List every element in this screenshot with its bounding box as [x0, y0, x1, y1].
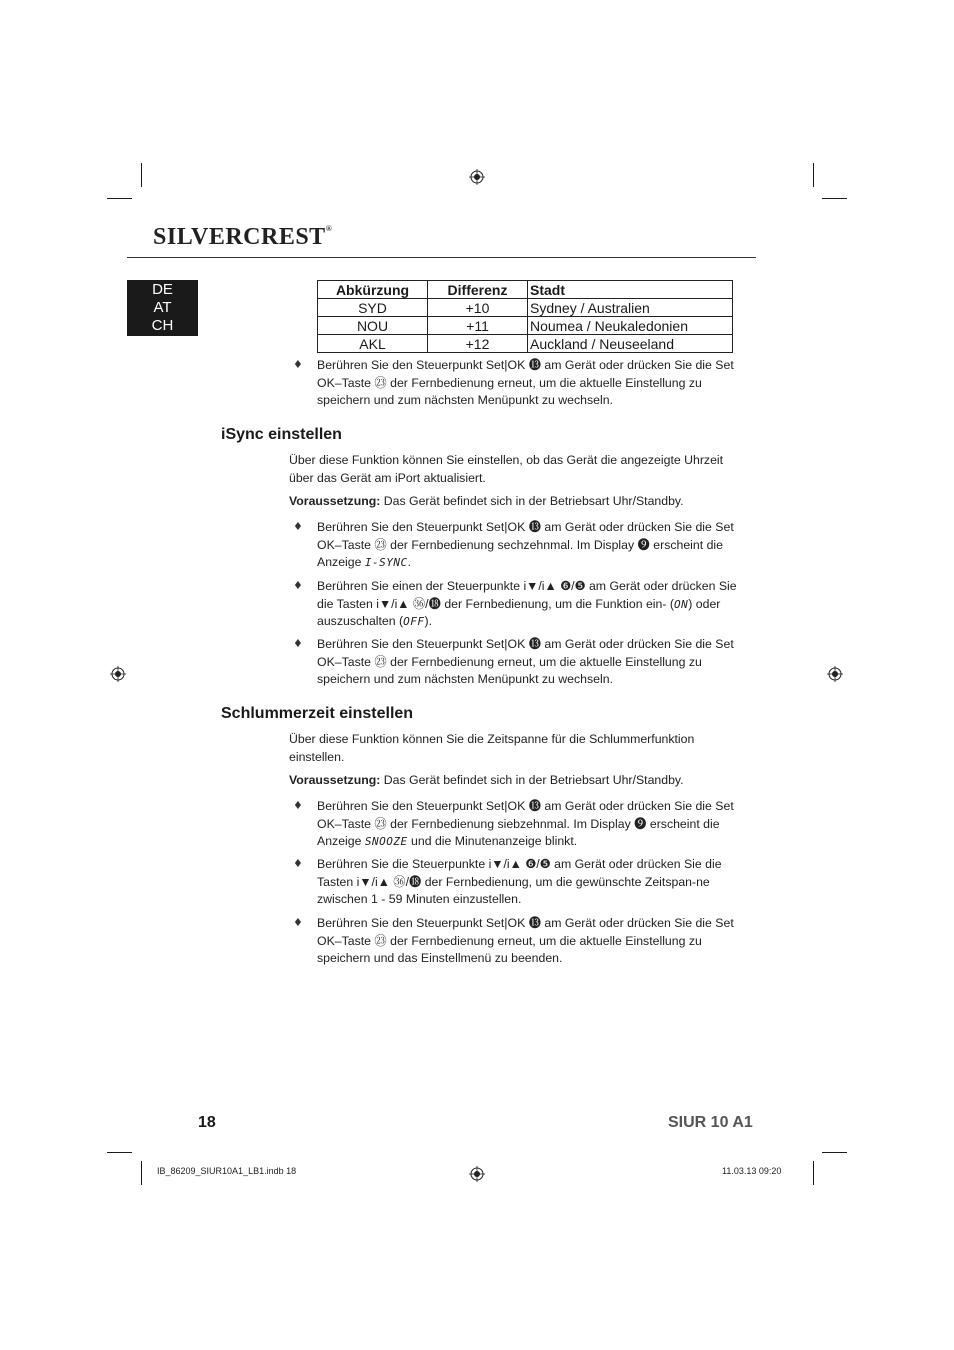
display-readout: ON: [674, 597, 689, 611]
language-de: DE: [152, 281, 173, 298]
requirement-line: [289, 772, 739, 790]
column-header: Differenz: [428, 281, 528, 299]
crop-mark: [813, 163, 814, 187]
crop-mark: [141, 163, 142, 187]
brand-logo-text: SILVERCREST: [153, 224, 326, 250]
print-slug-date: 11.03.13 09:20: [722, 1166, 782, 1176]
instruction-part: ) oder auszuschalten (: [317, 596, 721, 628]
model-number: SIUR 10 A1: [668, 1114, 753, 1131]
display-readout: I-SYNC: [364, 556, 408, 569]
table-cell: SYD: [318, 299, 428, 317]
table-row: [318, 317, 733, 335]
registration-mark-icon: [827, 666, 843, 682]
bullet-icon: ♦: [293, 799, 303, 812]
table-cell: Sydney / Australien: [528, 299, 733, 317]
instruction-part: ).: [424, 614, 433, 628]
bullet-icon: ♦: [293, 520, 303, 533]
language-ch: CH: [151, 317, 174, 334]
instruction-text: Berühren Sie den Steuerpunkt Set|OK ⓭ am Gerät oder drücken Sie die Set OK–Taste ㉓ der Fernbedienung erneut, um die aktuelle Einstellung zu speichern und zum nächsten Menüpunkt zu wechseln.: [317, 358, 734, 407]
registered-mark: ®: [325, 224, 333, 233]
language-tab: [127, 280, 198, 336]
instruction-text: [317, 798, 737, 851]
section-heading: iSync einstellen: [221, 426, 342, 443]
instruction-part: Berühren Sie den Steuerpunkt Set|OK ⓭ am Gerät oder drücken Sie die Set OK–Taste ㉓ der Fernbedienung sechzehnmal. Im Display ❾ erscheint die Anzeige: [317, 520, 734, 569]
table-row: [318, 299, 733, 317]
instruction-part: Berühren Sie den Steuerpunkt Set|OK ⓭ am Gerät oder drücken Sie die Set OK–Taste ㉓ der Fernbedienung siebzehnmal. Im Display ❾ erscheint die Anzeige: [317, 799, 734, 848]
registration-mark-icon: [469, 169, 485, 185]
table-row: [318, 335, 733, 353]
table-cell: +12: [428, 335, 528, 353]
table-cell: +10: [428, 299, 528, 317]
instruction-text: Berühren Sie den Steuerpunkt Set|OK ⓭ am Gerät oder drücken Sie die Set OK–Taste ㉓ der Fernbedienung erneut, um die aktuelle Einstellung zu speichern und das Einstellmenü zu beenden.: [317, 916, 734, 965]
brand-logo: [153, 224, 332, 251]
bullet-icon: ♦: [293, 857, 303, 870]
column-header: Stadt: [528, 281, 733, 299]
instruction-part: und die Minutenanzeige blinkt.: [407, 834, 578, 848]
column-header: Abkürzung: [318, 281, 428, 299]
table-cell: AKL: [318, 335, 428, 353]
crop-mark: [107, 1152, 132, 1153]
instruction-text: Berühren Sie die Steuerpunkte i▼/i▲ ❻/❺ am Gerät oder drücken Sie die Tasten i▼/i▲ ㊱/⓲ der Fernbedienung, um die gewünschte Zeitspan-ne zwischen 1 - 59 Minuten einzustellen.: [317, 857, 722, 906]
table-header-row: [318, 281, 733, 299]
timezone-table: [317, 280, 733, 353]
instruction-part: Berühren Sie einen der Steuerpunkte i▼/i▲ ❻/❺ am Gerät oder drücken Sie die Tasten i▼/i▲ ㊱/⓲ der Fernbedienung, um die Funktion ein- (: [317, 579, 737, 611]
section-intro: Über diese Funktion können Sie einstellen, ob das Gerät die angezeigte Uhrzeit über das Gerät am iPort aktualisiert.: [289, 453, 724, 485]
crop-mark: [141, 1161, 142, 1185]
crop-mark: [107, 198, 132, 199]
page-number: 18: [198, 1114, 216, 1131]
instruction-part: .: [407, 555, 412, 569]
table-cell: NOU: [318, 317, 428, 335]
section-heading: Schlummerzeit einstellen: [221, 705, 414, 722]
requirement-text: Das Gerät befindet sich in der Betriebsart Uhr/Standby.: [380, 773, 684, 787]
bullet-icon: ♦: [293, 579, 303, 592]
requirement-label: Voraussetzung:: [289, 773, 381, 787]
table-cell: Noumea / Neukaledonien: [528, 317, 733, 335]
requirement-line: [289, 493, 739, 511]
registration-mark-icon: [110, 666, 126, 682]
requirement-label: Voraussetzung:: [289, 494, 381, 508]
crop-mark: [822, 198, 847, 199]
table-cell: Auckland / Neuseeland: [528, 335, 733, 353]
bullet-icon: ♦: [293, 916, 303, 929]
bullet-icon: ♦: [293, 358, 303, 371]
instruction-text: Berühren Sie den Steuerpunkt Set|OK ⓭ am Gerät oder drücken Sie die Set OK–Taste ㉓ der Fernbedienung erneut, um die aktuelle Einstellung zu speichern und zum nächsten Menüpunkt zu wechseln.: [317, 637, 734, 686]
header-rule: [127, 257, 756, 258]
section-intro: Über diese Funktion können Sie die Zeitspanne für die Schlummerfunktion einstellen.: [289, 732, 695, 764]
language-at: AT: [153, 299, 172, 316]
requirement-text: Das Gerät befindet sich in der Betriebsart Uhr/Standby.: [380, 494, 684, 508]
crop-mark: [813, 1161, 814, 1185]
instruction-text: [317, 519, 737, 572]
registration-mark-icon: [469, 1166, 485, 1182]
display-readout: SNOOZE: [364, 835, 408, 848]
bullet-icon: ♦: [293, 637, 303, 650]
print-slug-file: IB_86209_SIUR10A1_LB1.indb 18: [157, 1166, 297, 1176]
display-readout: OFF: [403, 615, 425, 628]
instruction-text: [317, 578, 737, 631]
table-cell: +11: [428, 317, 528, 335]
crop-mark: [822, 1152, 847, 1153]
